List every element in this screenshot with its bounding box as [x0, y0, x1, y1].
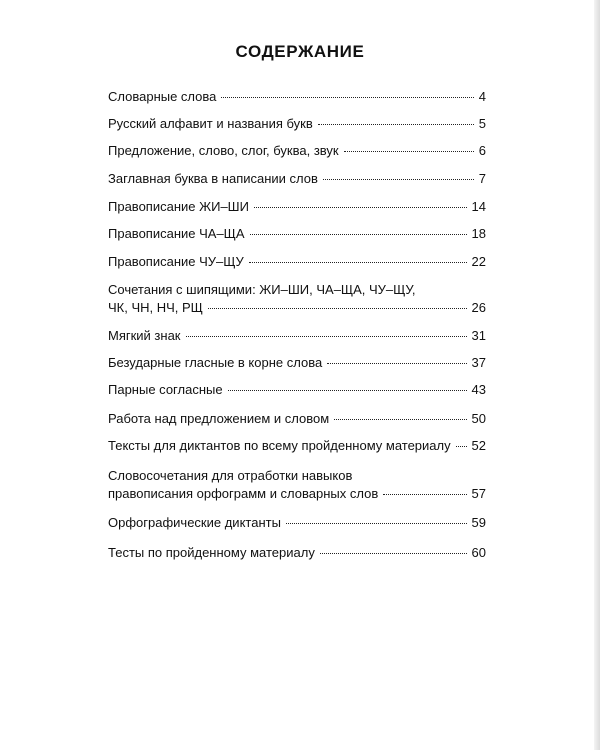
toc-entry: [108, 410, 486, 428]
dot-leader: [383, 494, 466, 495]
toc-entry: [108, 198, 486, 216]
toc-entry-line: [108, 115, 486, 133]
toc-entry: [108, 467, 486, 503]
toc-page-number: 59: [471, 515, 486, 530]
toc-entry-title: Русский алфавит и названия букв: [108, 116, 313, 131]
dot-leader: [318, 124, 474, 125]
toc-entry: [108, 142, 486, 160]
toc-page-number: 43: [471, 382, 486, 397]
toc-entry: [108, 88, 486, 106]
toc-entry-line: [108, 253, 486, 271]
toc-entry-title: Сочетания с шипящими: ЖИ–ШИ, ЧА–ЩА, ЧУ–ЩУ,: [108, 282, 416, 297]
toc-entry: [108, 437, 486, 455]
toc-entry-title: правописания орфограмм и словарных слов: [108, 486, 379, 501]
toc-entry-title: Правописание ЧА–ЩА: [108, 226, 245, 241]
toc-entry: [108, 115, 486, 133]
toc-page-number: 50: [471, 411, 486, 426]
dot-leader: [221, 97, 473, 98]
toc-entry-line: [108, 299, 486, 317]
toc-page-number: 31: [471, 328, 486, 343]
toc-entry-title: Мягкий знак: [108, 328, 181, 343]
toc-entry: [108, 225, 486, 243]
toc-page-number: 22: [471, 254, 486, 269]
toc-page-number: 7: [478, 171, 486, 186]
toc-entry-line: [108, 88, 486, 106]
dot-leader: [249, 262, 467, 263]
toc-entry-title: Парные согласные: [108, 382, 223, 397]
dot-leader: [320, 553, 467, 554]
toc-entry: [108, 281, 486, 317]
toc-entry-title: Безударные гласные в корне слова: [108, 355, 323, 370]
toc-entry-title: Орфографические диктанты: [108, 515, 281, 530]
page-title: СОДЕРЖАНИЕ: [235, 42, 365, 61]
toc-entry-line: [108, 225, 486, 243]
toc-entry-line: [108, 354, 486, 372]
toc-entry-line: [108, 281, 486, 299]
dot-leader: [456, 446, 467, 447]
toc-entry-title: Тесты по пройденному материалу: [108, 545, 315, 560]
toc-entry-title: Словосочетания для отработки навыков: [108, 468, 353, 483]
toc-entry-title: Заглавная буква в написании слов: [108, 171, 318, 186]
toc-entry-line: [108, 327, 486, 345]
dot-leader: [228, 390, 467, 391]
toc-entry-title: Правописание ЧУ–ЩУ: [108, 254, 244, 269]
toc-entry: [108, 253, 486, 271]
toc-page-number: 14: [471, 199, 486, 214]
toc-entry-line: [108, 467, 486, 485]
toc-entry-line: [108, 170, 486, 188]
toc-page-number: 37: [471, 355, 486, 370]
toc-page-number: 18: [471, 226, 486, 241]
dot-leader: [344, 151, 474, 152]
toc-entry-line: [108, 142, 486, 160]
toc-page-number: 26: [471, 300, 486, 315]
toc-page-number: 52: [471, 438, 486, 453]
toc-entry-line: [108, 198, 486, 216]
toc-entry-title: Работа над предложением и словом: [108, 411, 330, 426]
dot-leader: [250, 234, 467, 235]
toc-entry: [108, 354, 486, 372]
toc-page-number: 5: [478, 116, 486, 131]
dot-leader: [334, 419, 466, 420]
toc-entry-line: [108, 514, 486, 532]
toc-entry: [108, 544, 486, 562]
toc-entry-line: [108, 410, 486, 428]
toc-entry-title: ЧК, ЧН, НЧ, РЩ: [108, 300, 203, 315]
toc-entry-line: [108, 485, 486, 503]
dot-leader: [323, 179, 474, 180]
dot-leader: [327, 363, 466, 364]
toc-entry-title: Предложение, слово, слог, буква, звук: [108, 143, 339, 158]
toc-entry: [108, 514, 486, 532]
toc-entry-title: Правописание ЖИ–ШИ: [108, 199, 249, 214]
dot-leader: [254, 207, 467, 208]
toc-entry-line: [108, 381, 486, 399]
dot-leader: [286, 523, 467, 524]
dot-leader: [186, 336, 467, 337]
toc-entry: [108, 381, 486, 399]
toc-entry: [108, 170, 486, 188]
toc-entry-title: Тексты для диктантов по всему пройденному материалу: [108, 438, 451, 453]
toc-entry-title: Словарные слова: [108, 89, 217, 104]
toc-entry: [108, 327, 486, 345]
toc-entry-line: [108, 544, 486, 562]
toc-page-number: 57: [471, 486, 486, 501]
toc-page-number: 6: [478, 143, 486, 158]
page-edge: [594, 0, 600, 750]
toc-page-number: 4: [478, 89, 486, 104]
toc-entry-line: [108, 437, 486, 455]
dot-leader: [208, 308, 467, 309]
toc-page-number: 60: [471, 545, 486, 560]
